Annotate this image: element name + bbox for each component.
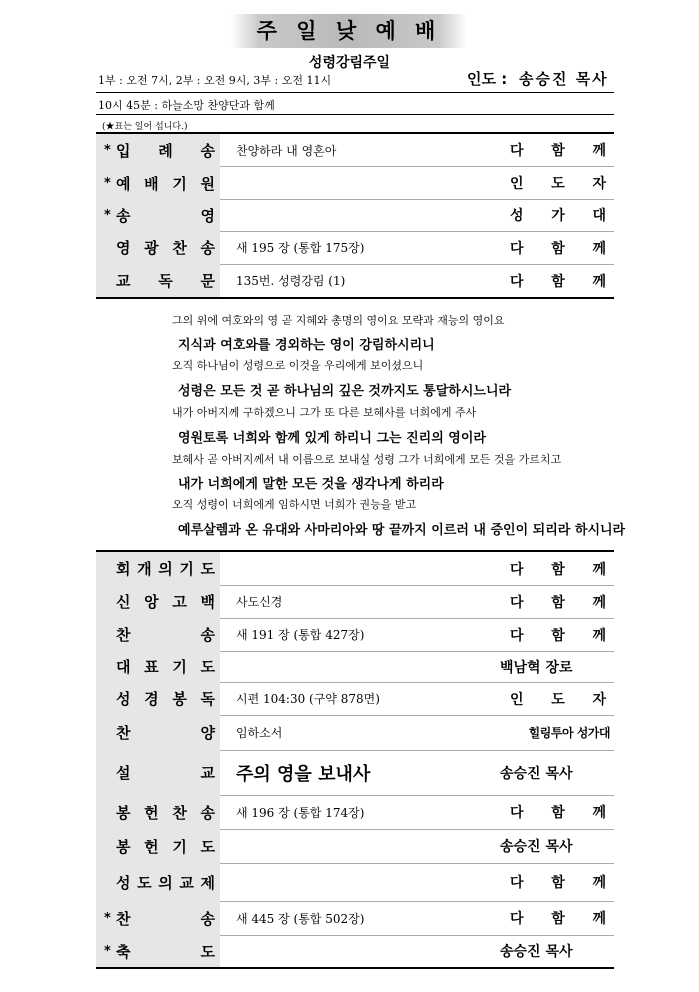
service-times: 1부 : 오전 7시, 2부 : 오전 9시, 3부 : 오전 11시	[98, 74, 332, 87]
order-responsible-part: 께	[592, 911, 606, 927]
order-responsible-part: 께	[592, 273, 606, 290]
order-label-char: 기	[172, 174, 187, 193]
order-responsible	[510, 901, 606, 935]
order-responsible-part: 께	[592, 561, 606, 578]
standing-marker: *	[104, 142, 111, 158]
order-content: 새 196 장 (통합 174장)	[236, 805, 365, 820]
order-responsible	[510, 795, 606, 829]
order-label-char: 찬	[172, 803, 187, 822]
leader-name: 송승진 목사	[519, 70, 609, 88]
order-row	[96, 715, 614, 750]
order-responsible-part: 함	[551, 911, 565, 927]
order-content: 주의 영을 보내사	[236, 763, 371, 785]
order-label-char: 찬	[116, 626, 131, 644]
standing-marker: *	[104, 207, 111, 223]
leader-label: 인도 :	[467, 70, 508, 88]
order-label-char: 회	[116, 560, 131, 578]
order-label-char: 원	[200, 174, 215, 193]
order-responsible-part: 다	[510, 143, 524, 159]
reading-congregation-line: 예루살렘과 온 유대와 사마리아와 땅 끝까지 이르러 내 증인이 되리라 하시니라	[178, 523, 626, 538]
reading-congregation-line: 내가 너희에게 말한 모든 것을 생각나게 하리라	[178, 477, 444, 492]
order-label-char: 대	[116, 658, 131, 676]
order-label-char: 송	[200, 239, 215, 257]
order-responsible-part: 함	[551, 240, 565, 257]
order-responsible-part: 다	[510, 805, 524, 821]
order-content: 임하소서	[236, 726, 283, 740]
order-label	[116, 863, 215, 901]
page-subtitle: 성령강림주일	[308, 55, 391, 71]
order-label-char: 송	[200, 909, 215, 928]
order-label-char: 신	[116, 593, 131, 611]
order-responsible-part: 성	[510, 208, 524, 224]
order-label	[116, 231, 215, 264]
order-label	[104, 901, 215, 935]
order-row	[96, 863, 614, 901]
standing-marker: *	[104, 910, 111, 926]
order-label-char: 양	[200, 724, 215, 742]
order-responsible-part: 함	[551, 627, 565, 644]
order-content: 새 195 장 (통합 175장)	[236, 241, 365, 255]
order-row	[96, 795, 614, 829]
divider	[96, 92, 614, 93]
order-responsible-part: 가	[551, 208, 565, 224]
order-content: 찬양하라 내 영혼아	[236, 143, 337, 158]
order-responsible-part: 함	[551, 143, 565, 159]
reading-leader-line: 오직 성령이 너희에게 임하시면 너희가 권능을 받고	[172, 498, 417, 511]
order-responsible-part: 송승진 목사	[500, 944, 573, 960]
order-responsible-part: 께	[592, 875, 606, 891]
order-row	[96, 231, 614, 264]
order-label-char: 성	[116, 873, 131, 892]
order-label-char: 설	[116, 764, 131, 782]
reading-leader-line: 내가 아버지께 구하겠으니 그가 또 다른 보혜사를 너희에게 주사	[172, 406, 477, 419]
order-responsible-part: 다	[510, 273, 524, 290]
order-label-char: 도	[200, 658, 215, 676]
standing-note: (★표는 일어 섭니다.)	[102, 122, 188, 132]
order-responsible-part: 다	[510, 875, 524, 891]
order-responsible-part: 인	[510, 176, 524, 192]
order-label-char: 교	[116, 272, 131, 290]
order-responsible	[510, 863, 606, 901]
order-responsible-part: 인	[510, 691, 524, 708]
order-label-char: 경	[144, 690, 159, 708]
order-responsible-part: 께	[592, 240, 606, 257]
order-responsible-part: 께	[592, 594, 606, 611]
order-label	[116, 552, 215, 585]
reading-congregation-line: 지식과 여호와를 경외하는 영이 강림하시리니	[178, 338, 435, 353]
order-responsible-part: 께	[592, 805, 606, 821]
order-content: 135번. 성령강림 (1)	[236, 274, 346, 288]
order-row	[96, 264, 614, 297]
order-label-char: 헌	[144, 803, 159, 822]
divider	[96, 967, 614, 969]
order-responsible-part: 송승진 목사	[500, 839, 573, 855]
order-label-char: 배	[144, 174, 159, 193]
order-responsible	[510, 264, 606, 297]
order-label-char: 송	[116, 206, 131, 225]
order-content: 새 445 장 (통합 502장)	[236, 911, 365, 926]
order-label-char: 백	[200, 593, 215, 611]
order-responsible-part: 대	[592, 208, 606, 224]
order-label	[116, 715, 215, 750]
order-label	[116, 651, 215, 682]
reading-congregation-line: 성령은 모든 것 곧 하나님의 깊은 것까지도 통달하시느니라	[178, 384, 512, 399]
order-responsible-part: 함	[551, 561, 565, 578]
order-label-char: 성	[116, 690, 131, 708]
order-row	[96, 199, 614, 231]
order-responsible-part: 다	[510, 911, 524, 927]
order-label-char: 제	[200, 873, 215, 892]
order-responsible-part: 함	[551, 805, 565, 821]
order-label-char: 독	[200, 690, 215, 708]
reading-leader-line: 보혜사 곧 아버지께서 내 이름으로 보내실 성령 그가 너희에게 모든 것을 가르치고	[172, 453, 562, 466]
order-label-char: 도	[200, 942, 215, 961]
order-content: 사도신경	[236, 595, 283, 609]
order-responsible-part: 백남혁 장로	[500, 659, 573, 676]
order-label-char: 의	[158, 873, 173, 892]
order-label-char: 독	[158, 272, 173, 290]
order-row	[96, 618, 614, 651]
order-responsible	[510, 231, 606, 264]
order-responsible	[486, 715, 610, 750]
order-label-char: 고	[172, 593, 187, 611]
order-label-char: 영	[116, 239, 131, 257]
order-label-char: 의	[158, 560, 173, 578]
order-responsible-part: 송승진 목사	[500, 765, 573, 782]
order-label-char: 도	[200, 560, 215, 578]
standing-marker: *	[104, 175, 111, 191]
order-label	[116, 750, 215, 795]
order-label-char: 앙	[144, 593, 159, 611]
standing-marker: *	[104, 943, 111, 959]
order-responsible-part: 함	[551, 273, 565, 290]
order-row	[96, 901, 614, 935]
order-label-char: 광	[144, 239, 159, 257]
order-content: 시편 104:30 (구약 878면)	[236, 692, 380, 706]
order-label	[116, 585, 215, 618]
order-label-char: 도	[137, 873, 152, 892]
order-label-char: 축	[116, 942, 131, 961]
order-label	[116, 618, 215, 651]
order-label-char: 송	[200, 803, 215, 822]
order-responsible-part: 함	[551, 594, 565, 611]
order-label	[116, 682, 215, 715]
order-label-char: 봉	[172, 690, 187, 708]
order-label-char: 교	[179, 873, 194, 892]
order-label	[104, 935, 215, 967]
order-responsible	[510, 682, 606, 715]
order-label-char: 찬	[116, 724, 131, 742]
order-label	[104, 167, 215, 199]
order-responsible	[510, 167, 606, 199]
reading-leader-line: 오직 하나님이 성령으로 이것을 우리에게 보이셨으니	[172, 359, 424, 372]
order-responsible-part: 다	[510, 561, 524, 578]
order-label-char: 입	[116, 141, 131, 160]
page-title: 주 일 낮 예 배	[256, 19, 442, 43]
order-label	[104, 134, 215, 166]
order-row	[96, 829, 614, 863]
order-label-char: 봉	[116, 803, 131, 822]
order-label	[104, 199, 215, 231]
order-responsible-part: 다	[510, 594, 524, 611]
order-responsible-part: 다	[510, 240, 524, 257]
order-responsible-part: 힐링투아 성가대	[528, 726, 610, 740]
order-label-char: 영	[200, 206, 215, 225]
order-label-char: 기	[172, 837, 187, 856]
order-label	[116, 829, 215, 863]
order-label-char: 례	[158, 141, 173, 160]
order-label-char: 기	[172, 658, 187, 676]
order-label-char: 찬	[116, 909, 131, 928]
order-label-char: 예	[116, 174, 131, 193]
order-row	[96, 552, 614, 585]
order-responsible	[510, 199, 606, 231]
order-responsible-part: 자	[592, 691, 606, 708]
order-responsible	[500, 750, 610, 795]
order-row	[96, 585, 614, 618]
order-label	[116, 795, 215, 829]
order-label-char: 기	[179, 560, 194, 578]
order-responsible	[500, 829, 610, 863]
order-responsible-part: 자	[592, 176, 606, 192]
order-responsible-part: 함	[551, 875, 565, 891]
order-label	[116, 264, 215, 297]
order-row	[96, 134, 614, 166]
order-label-char: 헌	[144, 837, 159, 856]
order-row	[96, 651, 614, 682]
order-label-char: 봉	[116, 837, 131, 856]
order-label-char: 문	[200, 272, 215, 290]
order-responsible-part: 께	[592, 627, 606, 644]
order-label-char: 표	[144, 658, 159, 676]
order-label-char: 송	[200, 626, 215, 644]
order-responsible-part: 께	[592, 143, 606, 159]
order-label-char: 송	[200, 141, 215, 160]
order-row	[96, 750, 614, 795]
order-responsible	[510, 585, 606, 618]
order-responsible	[510, 134, 606, 166]
order-responsible-part: 도	[551, 691, 565, 708]
order-row	[96, 167, 614, 199]
divider	[96, 297, 614, 299]
divider	[96, 114, 614, 115]
order-row	[96, 935, 614, 967]
order-responsible	[510, 618, 606, 651]
order-label-char: 도	[200, 837, 215, 856]
order-row	[96, 682, 614, 715]
order-label-char: 교	[200, 764, 215, 782]
order-responsible	[510, 552, 606, 585]
reading-leader-line: 그의 위에 여호와의 영 곧 지혜와 총명의 영이요 모략과 재능의 영이요	[172, 314, 505, 327]
order-responsible-part: 다	[510, 627, 524, 644]
order-label-char: 찬	[172, 239, 187, 257]
reading-congregation-line: 영원토록 너희와 함께 있게 하리니 그는 진리의 영이라	[178, 431, 486, 446]
order-responsible	[500, 651, 610, 682]
order-label-char: 개	[137, 560, 152, 578]
order-responsible-part: 도	[551, 176, 565, 192]
order-responsible	[500, 935, 610, 967]
choir-note: 10시 45분 : 하늘소망 찬양단과 함께	[98, 99, 275, 112]
order-content: 새 191 장 (통합 427장)	[236, 628, 365, 642]
